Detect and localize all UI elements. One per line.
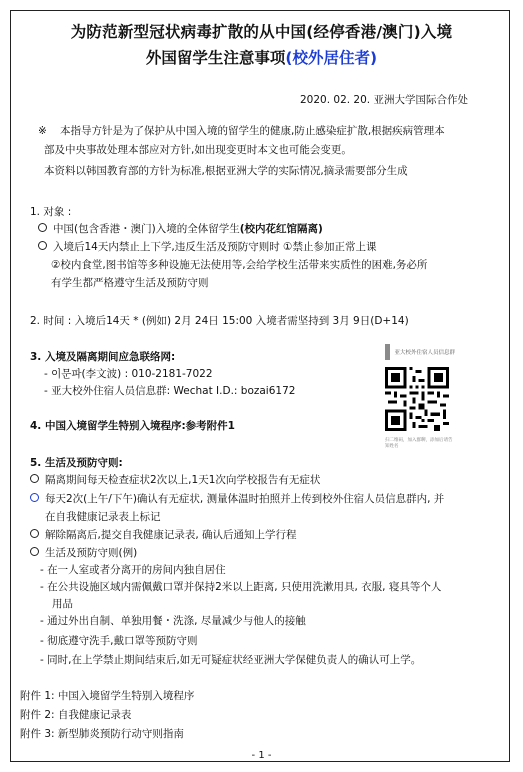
intro-line1: 本指导方针是为了保护从中国入境的留学生的健康,防止感染症扩散,根据疾病管理本: [60, 125, 445, 137]
qr-header: [385, 343, 455, 361]
section5-item4-text: 生活及预防守则(例): [45, 547, 138, 559]
section5-item4: [30, 546, 137, 560]
bullet-circle-icon: [38, 223, 47, 232]
qr-block: [385, 343, 455, 450]
section5-item3: [30, 528, 297, 542]
bullet-circle-icon: [30, 493, 39, 502]
section1-item2-line2: ②校内食堂,图书馆等多种设施无法使用等,会给学校生活带来实质性的困难,务必所: [51, 259, 428, 271]
rule-sub1: - 在一人室或者分离开的房间内独自居住: [40, 564, 226, 576]
document-title-line1: 为防范新型冠状病毒扩散的从中国(经停香港/澳门)入境: [70, 23, 453, 41]
group-avatar: [385, 344, 390, 360]
bullet-circle-icon: [30, 474, 39, 483]
section5-item1-text: 隔离期间每天检查症状2次以上,1天1次向学校报告有无症状: [45, 474, 321, 486]
title-highlight: (校外居住者): [285, 49, 378, 67]
rule-sub3: - 通过外出自制、单独用餐・洗涤, 尽量减少与他人的接触: [40, 615, 306, 627]
section1-item2-line1: 入境后14天内禁止上下学,违反生活及预防守则时 ①禁止参加正常上课: [53, 241, 377, 253]
document-title-line2: [0, 46, 523, 68]
attachment-2: 附件 2: 自我健康记录表: [20, 709, 132, 721]
rule-sub2-line1: - 在公共设施区域内需佩戴口罩并保持2米以上距离, 只使用洗漱用具, 衣服, 寝具等个人: [40, 581, 442, 593]
section3-heading: 3. 入境及隔离期间应急联络网:: [30, 351, 176, 363]
section1-item2-line3: 有学生都严格遵守生活及预防守则: [51, 277, 209, 289]
section1-heading: 1. 对象 :: [30, 206, 72, 218]
section1-item2: [38, 240, 376, 254]
section4-heading: 4. 中国入境留学生特别入境程序:参考附件1: [30, 420, 235, 432]
section5-item3-text: 解除隔离后,提交自我健康记录表, 确认后通知上学行程: [45, 529, 297, 541]
rule-sub5: - 同时,在上学禁止期间结束后,如无可疑症状经亚洲大学保健负责人的确认可上学。: [40, 654, 422, 666]
bullet-circle-icon: [30, 547, 39, 556]
attachment-1: 附件 1: 中国入境留学生特别入境程序: [20, 690, 195, 702]
section1-item1-text: 中国(包含香港・澳门)入境的全体留学生: [53, 223, 240, 235]
attachment-3: 附件 3: 新型肺炎预防行动守则指南: [20, 728, 184, 740]
section5-item1: [30, 473, 320, 487]
title-main: 外国留学生注意事项: [145, 49, 286, 67]
rule-sub2-line2: 用品: [52, 598, 73, 610]
section1-item1: [38, 222, 323, 236]
intro-line3: 本资料以韩国教育部的方针为标准,根据亚洲大学的实际情况,摘录需要部分生成: [44, 165, 408, 177]
rule-sub4: - 彻底遵守洗手,戴口罩等预防守则: [40, 635, 198, 647]
page-number: - 1 -: [251, 750, 272, 761]
qr-group-name: 亚大校外住宿人员信息群: [394, 350, 455, 356]
section3-contact: - 이문파(李文波) : 010-2181-7022: [44, 368, 213, 380]
section2-heading: 2. 时间 : 入境后14天 * (例如) 2月 24日 15:00 入境者需坚持到 3月 9日(D+14): [30, 315, 409, 327]
section5-item2-line2: 在自我健康记录表上标记: [45, 511, 161, 523]
qr-code-icon: [385, 367, 449, 431]
intro-mark: ※: [38, 125, 47, 137]
section5-heading: 5. 生活及预防守则:: [30, 457, 123, 469]
intro-line2: 部及中央事故处理本部应对方针,如出现变更时本文也可能会变更。: [44, 144, 352, 156]
date-line: 2020. 02. 20. 亚洲大学国际合作处: [300, 94, 468, 106]
bullet-circle-icon: [30, 529, 39, 538]
section5-item2-line1: 每天2次(上午/下午)确认有无症状, 测量体温时拍照并上传到校外住宿人员信息群内, 并: [45, 493, 445, 505]
section1-item1-bold: (校内花红馆隔离): [239, 223, 323, 235]
section5-item2: [30, 492, 444, 506]
bullet-circle-icon: [38, 241, 47, 250]
section3-wechat: - 亚大校外住宿人员信息群: Wechat I.D.: bozai6172: [44, 385, 296, 397]
qr-caption: 扫二维码，加入群聊，添加后请告知姓名: [385, 438, 453, 449]
